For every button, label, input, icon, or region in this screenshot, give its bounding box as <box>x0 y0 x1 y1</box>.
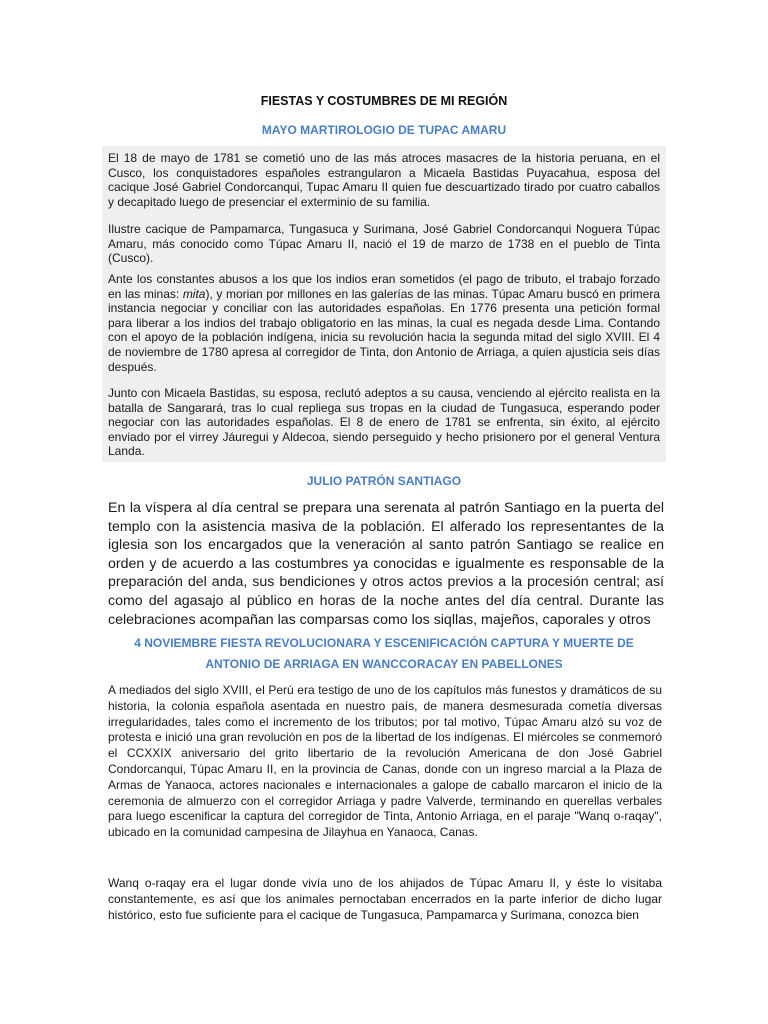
section-heading-noviembre: 4 NOVIEMBRE FIESTA REVOLUCIONARA Y ESCENIFICACIÓN CAPTURA Y MUERTE DE ANTONIO DE ARRIAGA EN WANCCORACAY EN PABELLONES <box>134 636 634 671</box>
paragraph-large: En la víspera al día central se prepara una serenata al patrón Santiago en la puerta del templo con la asistencia masiva de la población. El alferado los representantes de la iglesia son los encargados que la veneración al santo patrón Santiago se realice en orden y de acuerdo a las costumbres ya conocidas e igualmente es responsable de la preparación del anda, sus bendiciones y otros actos previos a la procesión central; así como del agasajo al público en horas de la noche antes del día central. Durante las celebraciones acompañan las comparsas como los siqllas, majeños, caporales y otros <box>108 500 664 628</box>
paragraph: Wanq o-raqay era el lugar donde vivía uno de los ahijados de Túpac Amaru II, y éste lo visitaba constantemente, es así que los animales pernoctaban encerrados en la parte inferior de dicho lugar histórico, esto fue suficiente para el cacique de Tungasuca, Pampamarca y Surimana, conozca bien <box>108 876 662 922</box>
paragraph: A mediados del siglo XVIII, el Perú era testigo de uno de los capítulos más funestos y dramáticos de su historia, la colonia española asentada en nuestro país, de manera desmesurada cometía diversas irregularidades, tales como el incremento de los tributos; por tal motivo, Túpac Amaru alzó su voz de protesta e inició una gran revolución en pos de la libertad de los indígenas. El miércoles se conmemoró el CCXXIX aniversario del grito libertario de la revolución Americana de don José Gabriel Condorcanqui, Túpac Amaru II, en la provincia de Canas, donde con un ingreso marcial a la Plaza de Armas de Yanaoca, actores nacionales e internacionales a galope de caballo marcaron el inicio de la ceremonia de almuerzo con el corregidor Arriaga y padre Valverde, terminando en querellas verbales para luego escenificar la captura del corregidor de Tinta, Antonio Arriaga, en el paraje "Wanq o-raqay", ubicado en la comunidad campesina de Jilayhua en Yanaoca, Canas. <box>108 683 662 840</box>
paragraph: El 18 de mayo de 1781 se cometió uno de las más atroces masacres de la historia peruana, en el Cusco, los conquistadores españoles estrangularon a Micaela Bastidas Puyacahua, esposa del cacique José Gabriel Condorcanqui, Tupac Amaru II quien fue descuartizado tirado por cuatro caballos y decapitado luego de presenciar el exterminio de su familia. <box>108 151 660 209</box>
paragraph-text: Ante los constantes abusos a los que los indios eran sometidos (el pago de tributo, el trabajo forzado en las minas: <box>108 272 660 301</box>
paragraph-text: ), y morian por millones en las galerías de las minas. Túpac Amaru buscó en primera instancia negociar y conciliar con las autoridades españolas. En 1776 presenta una petición formal para liberar a los indios del trabajo obligatorio en las minas, la cual es negada desde Lima. Contando con el apoyo de la población indígena, inicia su revolución hacia la segunda mitad del siglo XVIII. El 4 de noviembre de 1780 apresa al corregidor de Tinta, don Antonio de Arriaga, a quien ajusticia seis días después. <box>108 286 660 374</box>
section-heading-mayo: MAYO MARTIROLOGIO DE TUPAC AMARU <box>261 123 507 137</box>
section-heading-julio: JULIO PATRÓN SANTIAGO <box>306 474 462 488</box>
document-title: FIESTAS Y COSTUMBRES DE MI REGIÓN <box>260 94 508 108</box>
paragraph <box>108 272 660 374</box>
paragraph: Junto con Micaela Bastidas, su esposa, reclutó adeptos a su causa, venciendo al ejército realista en la batalla de Sangarará, tras lo cual repliega sus tropas en la ciudad de Tungasuca, esperando poder negociar con las autoridades españolas. El 8 de enero de 1781 se enfrenta, sin éxito, al ejército enviado por el virrey Jáuregui y Aldecoa, siendo perseguido y hecho prisionero por el general Ventura Landa. <box>108 386 660 459</box>
emphasized-word: mita <box>182 286 206 301</box>
paragraph: Ilustre cacique de Pampamarca, Tungasuca y Surimana, José Gabriel Condorcanqui Noguera Túpac Amaru, más conocido como Túpac Amaru II, nació el 19 de marzo de 1738 en el pueblo de Tinta (Cusco). <box>108 222 660 266</box>
